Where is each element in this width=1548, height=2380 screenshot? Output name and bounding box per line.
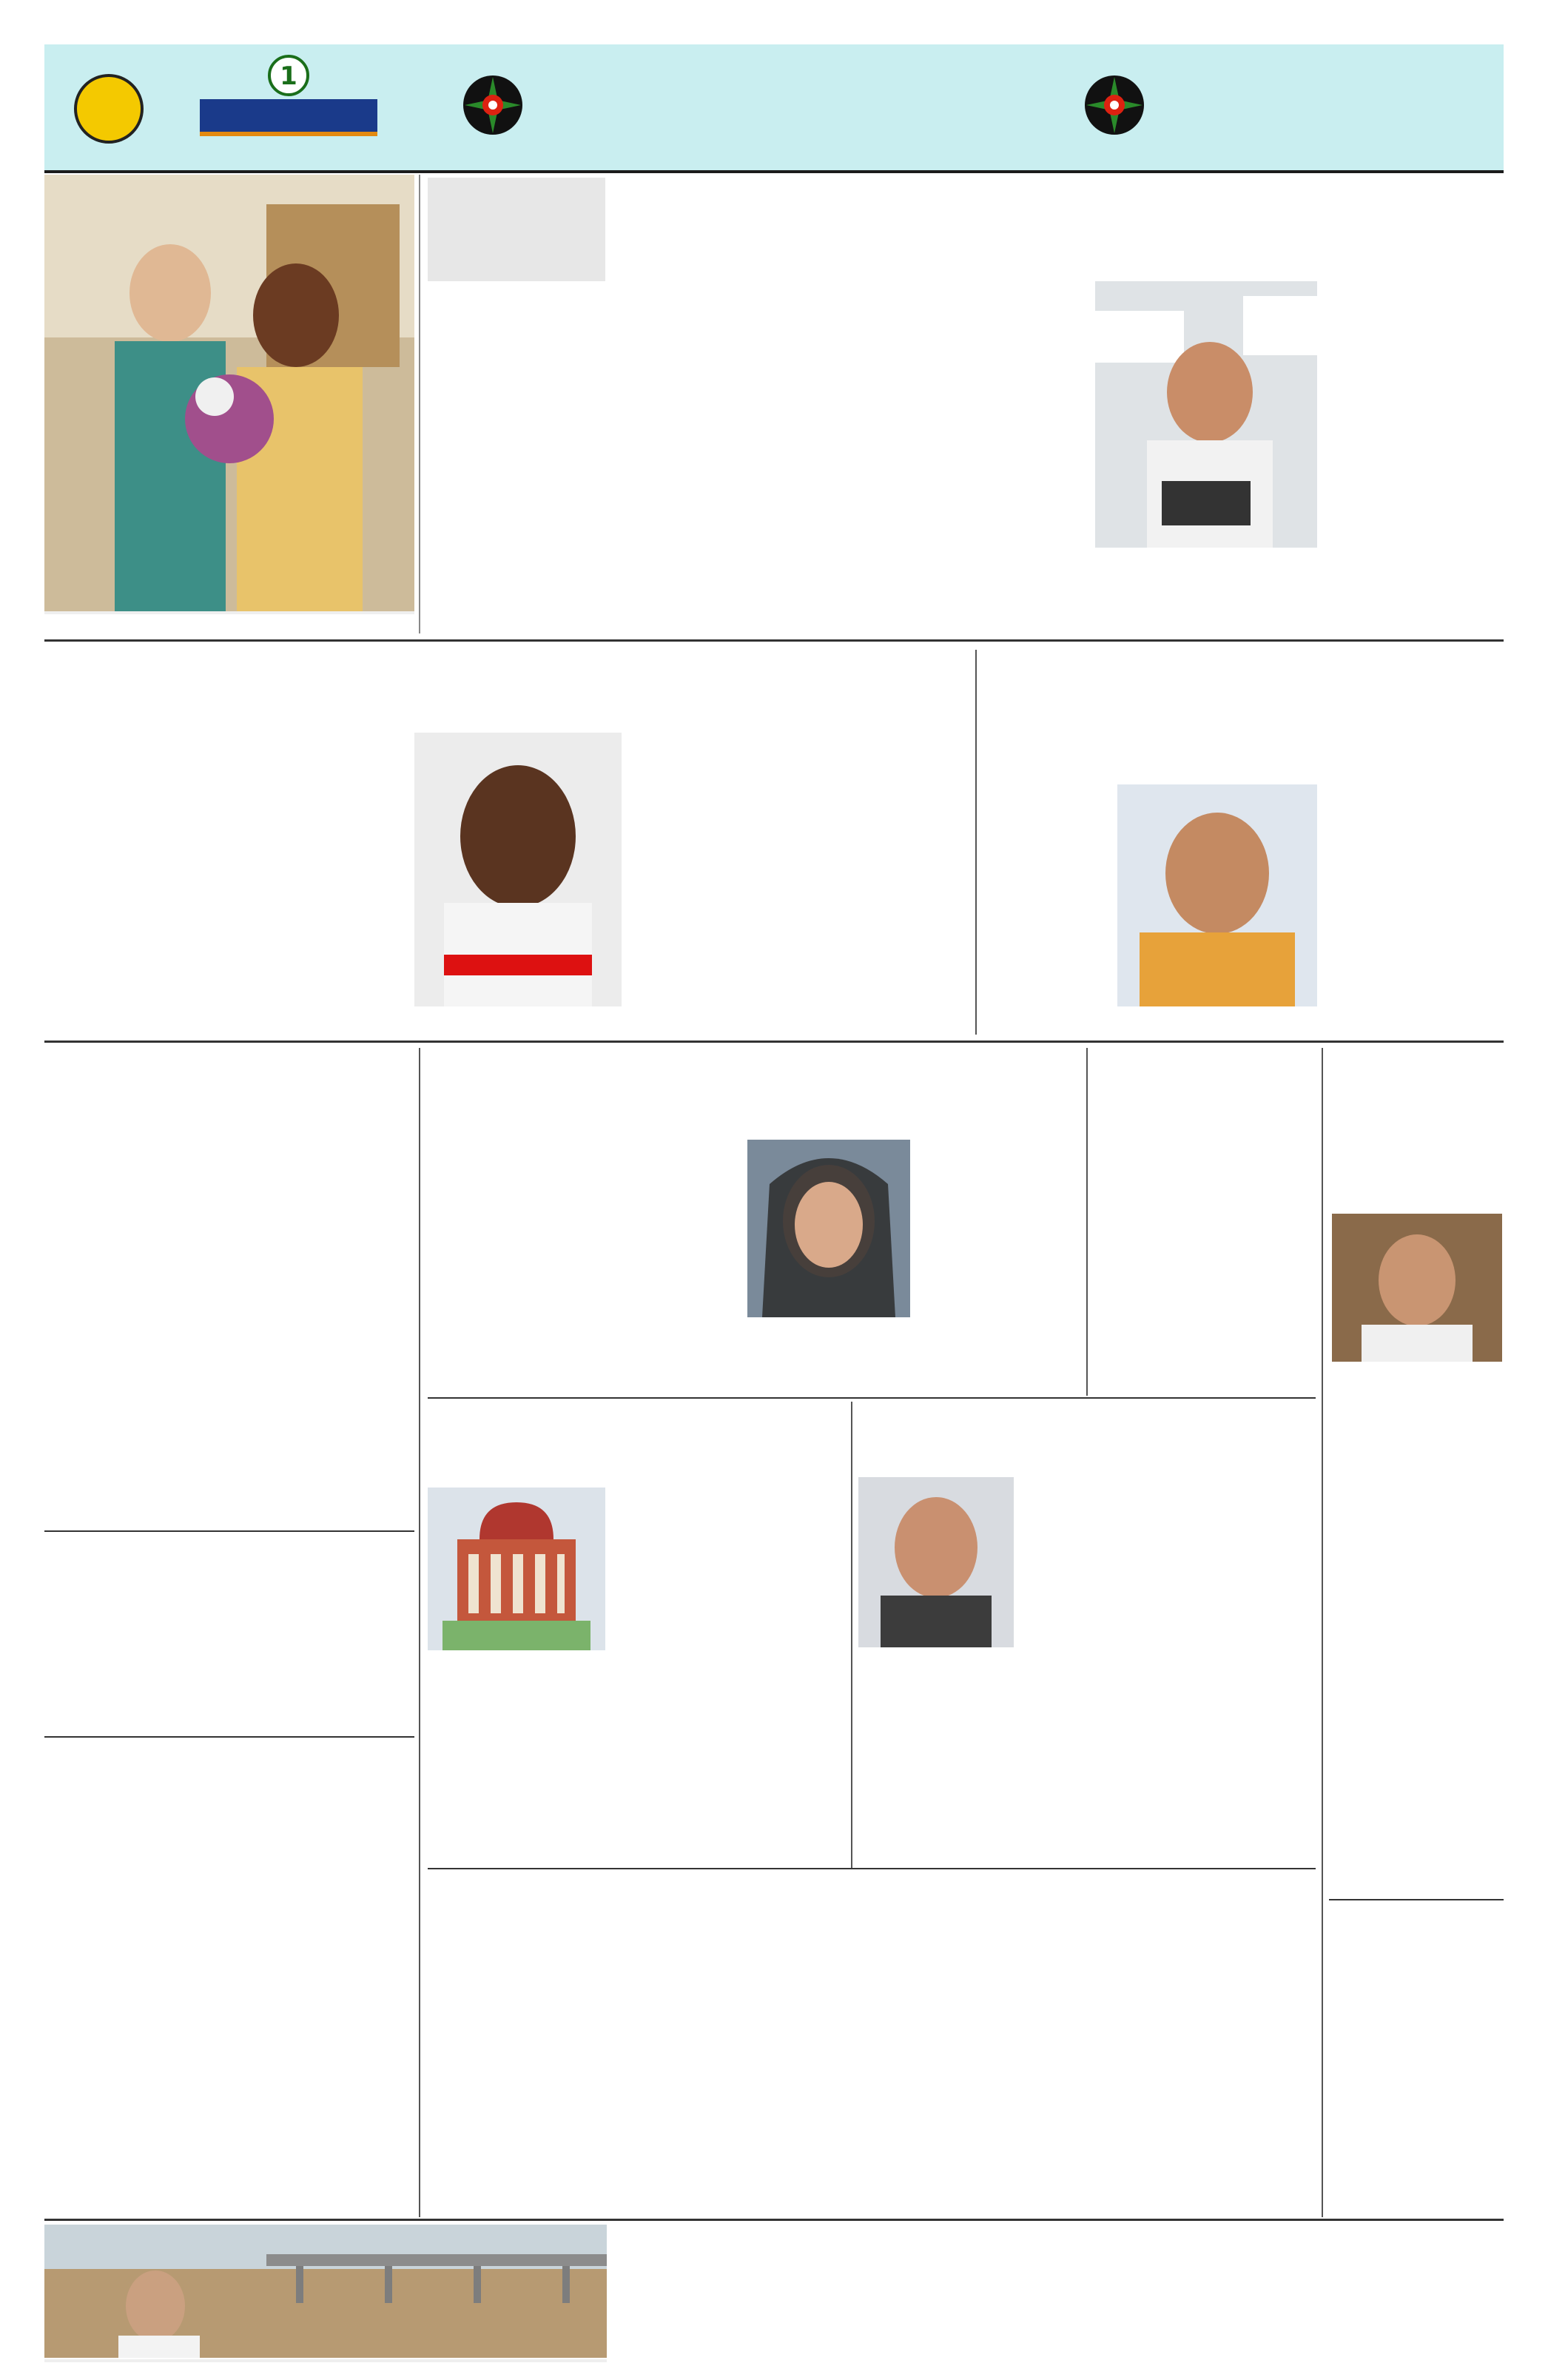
mehbooba-photo: [747, 1140, 910, 1317]
cbi-body-right: [1325, 810, 1502, 1036]
column-divider: [419, 175, 420, 633]
gadkari-photo: [1095, 281, 1317, 548]
sc-body-bottom: [428, 1655, 847, 1862]
gadkari-body-cols: [614, 284, 1088, 632]
nadda-body: [1329, 1391, 1504, 1895]
column-divider: [419, 1048, 420, 2217]
column-divider: [1086, 1048, 1088, 1396]
divider-sonali: [44, 1736, 414, 1738]
column-divider: [1322, 1048, 1323, 2217]
tamilnadu-body: [1329, 2020, 1504, 2213]
mehbooba-body-right: [918, 1154, 1080, 1391]
nitish-photo-caption: [44, 2359, 607, 2362]
mumbai-headline: [428, 178, 605, 192]
divider-row4: [44, 2219, 1504, 2221]
dilip-ghosh-photo: [1117, 784, 1317, 1006]
maharashtra-body: [1094, 1162, 1316, 1391]
manoj-body-bottom: [858, 1655, 1317, 1862]
sonia-photo-caption: [44, 611, 414, 614]
sonia-murmu-photo: [44, 175, 414, 611]
rosette-right-icon: [1080, 71, 1148, 139]
supreme-court-photo: [428, 1488, 605, 1650]
altaf-body: [428, 1932, 1316, 2213]
divider-hyderabad: [44, 1530, 414, 1532]
column-divider: [975, 650, 977, 1035]
divider-row1: [44, 639, 1504, 642]
gadkari-body-col1: [1325, 306, 1502, 632]
masthead: [44, 44, 1504, 173]
trs-body-left: [44, 733, 407, 1036]
nitish-flood-photo: [44, 2225, 607, 2358]
mehbooba-body-left: [428, 1132, 738, 1391]
gadkari-body-under-photo: [1095, 552, 1317, 632]
mumbai-headline-box: [428, 178, 605, 281]
rosette-left-icon: [459, 71, 527, 139]
sc-body-top: [613, 1510, 847, 1650]
divider-altaf: [428, 1868, 1316, 1869]
svg-text:1: 1: [280, 61, 297, 91]
mumbai-body: [428, 311, 605, 629]
hyderabad-body: [44, 1599, 414, 1732]
column-divider: [851, 1402, 852, 1868]
manoj-body-top: [1021, 1502, 1317, 1650]
trs-body-right: [629, 755, 969, 1036]
trs-leader-photo: [414, 733, 622, 1006]
nadda-photo: [1332, 1214, 1502, 1362]
divider-nadda: [1329, 1899, 1504, 1900]
page-number-badge: [74, 74, 144, 144]
cbi-body-left: [984, 784, 1110, 1036]
divider-row3b: [428, 1397, 1316, 1399]
sonali-body: [44, 1806, 414, 2013]
newspaper-logo: [178, 53, 400, 164]
covid-body: [44, 1110, 414, 1525]
manoj-sinha-photo: [858, 1477, 1014, 1647]
divider-row2: [44, 1041, 1504, 1043]
